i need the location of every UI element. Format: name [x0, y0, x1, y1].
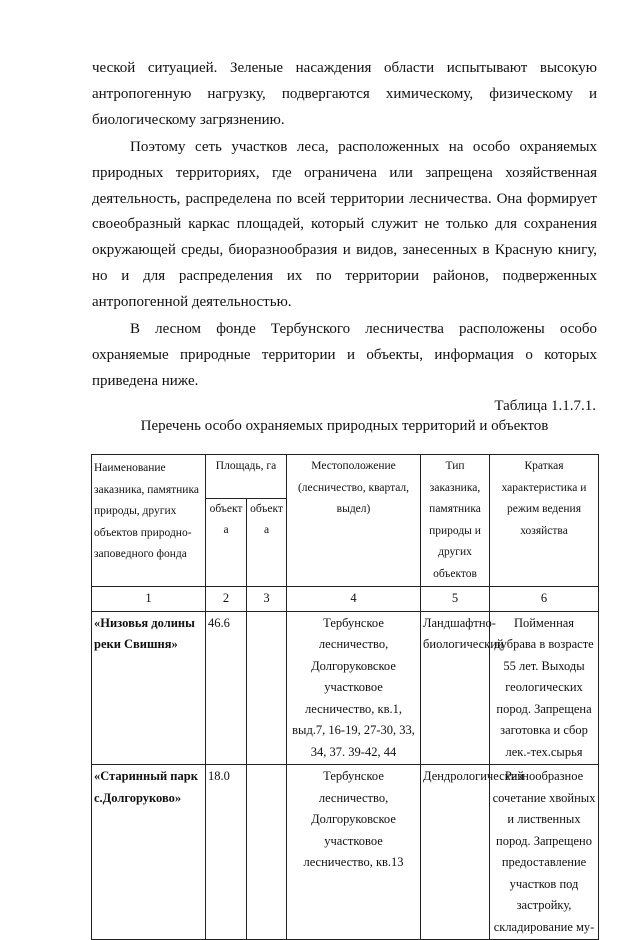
header-location: Местоположение (лесничество, квартал, выдел)	[287, 455, 421, 587]
object-name: «Низовья долины реки Свишня»	[92, 611, 206, 765]
column-number: 2	[206, 587, 247, 612]
object-description: Разнообразное сочетание хвойных и лиственных пород. Запрещено предоставление участков под застройку, складирование му-	[490, 765, 599, 940]
column-number-row	[92, 587, 599, 612]
header-description: Краткая характеристика и режим ведения хозяйства	[490, 455, 599, 587]
area-object-b	[247, 765, 287, 940]
area-object-a: 46.6	[206, 611, 247, 765]
table-header-row	[92, 455, 599, 499]
object-type: Дендрологический	[421, 765, 490, 940]
column-number: 6	[490, 587, 599, 612]
object-description: Пойменная дубрава в возрасте 55 лет. Выходы геологических пород. Запрещена заготовка и сбор лек.-тех.сырья	[490, 611, 599, 765]
object-name: «Старинный парк с.Долгоруково»	[92, 765, 206, 940]
table-row	[92, 765, 599, 940]
area-object-a: 18.0	[206, 765, 247, 940]
paragraph-1: ческой ситуацией. Зеленые насаждения области испытывают высокую антропогенную нагрузку, подвергаются химическому, физическому и биологическому загрязнению.	[92, 60, 597, 128]
header-type: Тип заказника, памятника природы и других объектов	[421, 455, 490, 587]
area-object-b	[247, 611, 287, 765]
header-area-b: объекта	[247, 498, 287, 586]
table-title: Перечень особо охраняемых природных территорий и объектов	[140, 418, 549, 434]
column-number: 3	[247, 587, 287, 612]
header-area-a: объекта	[206, 498, 247, 586]
column-number: 5	[421, 587, 490, 612]
object-location: Тербунское лесничество, Долгоруковское участковое лесничество, кв.13	[287, 765, 421, 940]
header-area: Площадь, га	[206, 455, 287, 499]
header-name: Наименование заказника, памятника природы, других объектов природно-заповедного фонда	[92, 455, 206, 587]
protected-areas-table	[91, 454, 599, 940]
object-type: Ландшафтно-биологический	[421, 611, 490, 765]
paragraph-2: Поэтому сеть участков леса, расположенных на особо охраняемых природных территориях, где ограничена или запрещена хозяйственная деятельность, распределена по всей территории лесничества. Она формирует своеобразный каркас площадей, который служит не только для сохранения окружающей среды, биоразнообразия и видов, занесенных в Красную книгу, но и для распределения их по территории районов, подверженных антропогенной деятельностью.	[92, 139, 597, 310]
column-number: 1	[92, 587, 206, 612]
table-number: Таблица 1.1.7.1.	[494, 398, 596, 414]
column-number: 4	[287, 587, 421, 612]
object-location: Тербунское лесничество, Долгоруковское участковое лесничество, кв.1, выд.7, 16-19, 27-30, 33, 34, 37. 39-42, 44	[287, 611, 421, 765]
table-row	[92, 611, 599, 765]
paragraph-3: В лесном фонде Тербунского лесничества расположены особо охраняемые природные территории и объекты, информация о которых приведена ниже.	[92, 321, 597, 389]
